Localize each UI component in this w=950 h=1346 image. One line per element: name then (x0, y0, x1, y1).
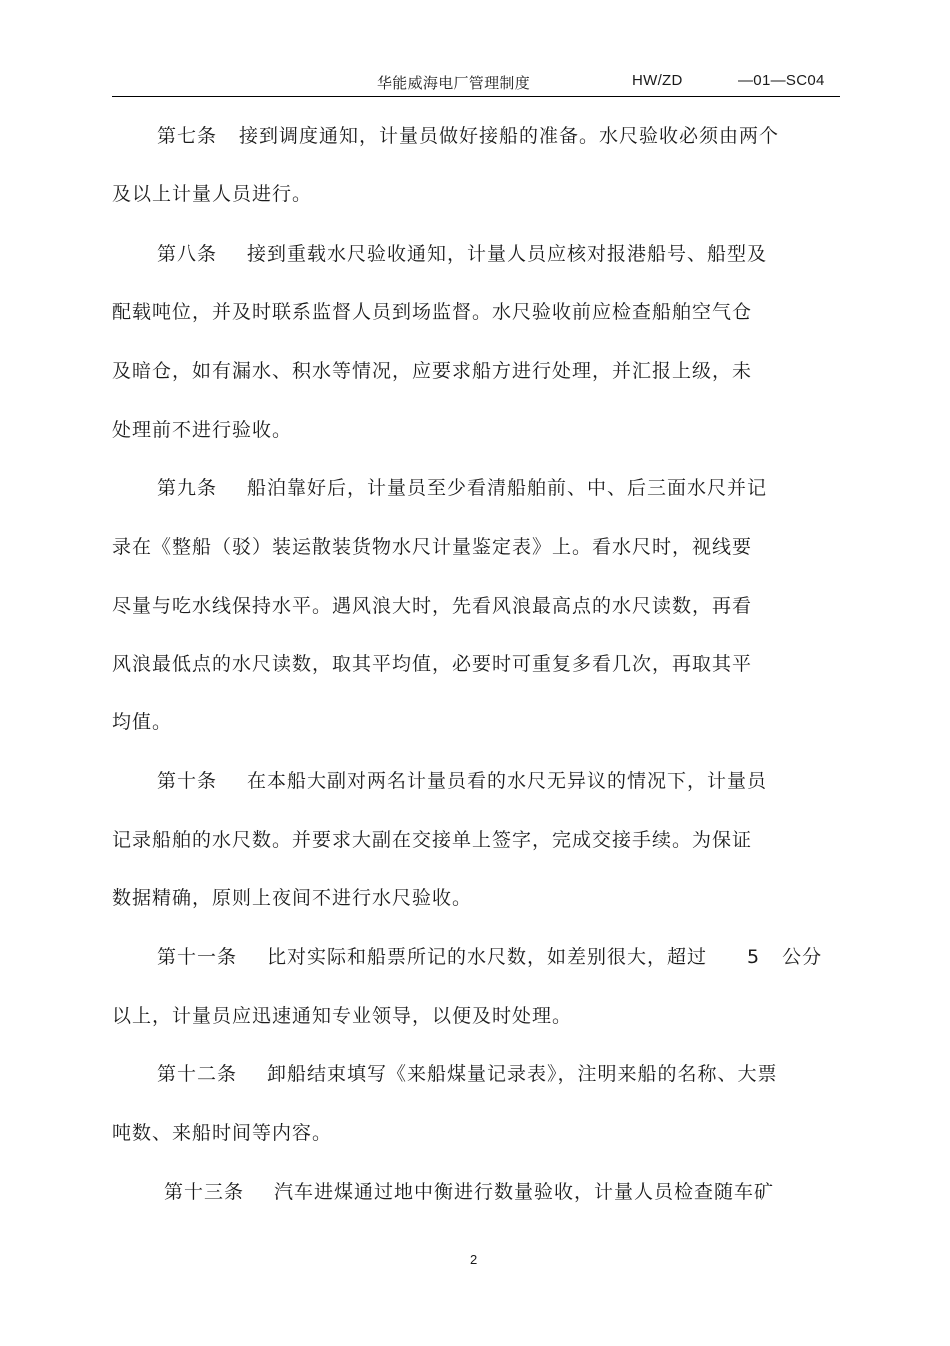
article-9-line-5: 均值。 (112, 711, 173, 733)
article-12-line-2: 吨数、来船时间等内容。 (112, 1122, 333, 1144)
article-7-line-2: 及以上计量人员进行。 (112, 183, 313, 205)
article-10-line-1: 第十条 在本船大副对两名计量员看的水尺无异议的情况下，计量员 (157, 770, 768, 792)
article-8-line-4: 处理前不进行验收。 (112, 419, 293, 441)
article-9-line-2: 录在《整船（驳）装运散装货物水尺计量鉴定表》上。看水尺时，视线要 (112, 536, 753, 558)
article-8-line-1: 第八条 接到重载水尺验收通知，计量人员应核对报港船号、船型及 (157, 243, 768, 265)
article-11-line-1: 第十一条 比对实际和船票所记的水尺数，如差别很大，超过 5 公分 (157, 946, 823, 968)
article-12-line-1: 第十二条 卸船结束填写《来船煤量记录表》，注明来船的名称、大票 (157, 1063, 778, 1085)
page-number: 2 (470, 1252, 478, 1267)
page-header (112, 70, 840, 97)
measure-unit: 公分 (782, 946, 823, 968)
article-10-line-3: 数据精确，原则上夜间不进行水尺验收。 (112, 887, 473, 909)
article-8-line-3: 及暗仓，如有漏水、积水等情况，应要求船方进行处理，并汇报上级，未 (112, 360, 753, 382)
header-doc-code: HW/ZD (632, 72, 683, 89)
article-label: 第十条 (157, 770, 218, 792)
article-label: 第九条 (157, 477, 218, 499)
article-label: 第十三条 (164, 1181, 245, 1203)
measure-number: 5 (747, 946, 761, 968)
article-label: 第十二条 (157, 1063, 238, 1085)
article-9-line-1: 第九条 船泊靠好后，计量员至少看清船舶前、中、后三面水尺并记 (157, 477, 768, 499)
article-9-line-4: 风浪最低点的水尺读数，取其平均值，必要时可重复多看几次，再取其平 (112, 653, 753, 675)
article-label: 第十一条 (157, 946, 238, 968)
header-doc-number: —01—SC04 (738, 72, 825, 89)
article-7-line-1: 第七条 接到调度通知，计量员做好接船的准备。水尺验收必须由两个 (157, 125, 780, 147)
header-title: 华能威海电厂管理制度 (377, 74, 531, 92)
article-9-line-3: 尽量与吃水线保持水平。遇风浪大时，先看风浪最高点的水尺读数，再看 (112, 595, 753, 617)
article-8-line-2: 配载吨位，并及时联系监督人员到场监督。水尺验收前应检查船舶空气仓 (112, 301, 753, 323)
article-11-line-2: 以上，计量员应迅速通知专业领导，以便及时处理。 (112, 1005, 573, 1027)
article-10-line-2: 记录船舶的水尺数。并要求大副在交接单上签字，完成交接手续。为保证 (112, 829, 753, 851)
article-label: 第八条 (157, 243, 218, 265)
article-13-line-1: 第十三条 汽车进煤通过地中衡进行数量验收，计量人员检查随车矿 (164, 1181, 775, 1203)
article-label: 第七条 (157, 125, 218, 147)
